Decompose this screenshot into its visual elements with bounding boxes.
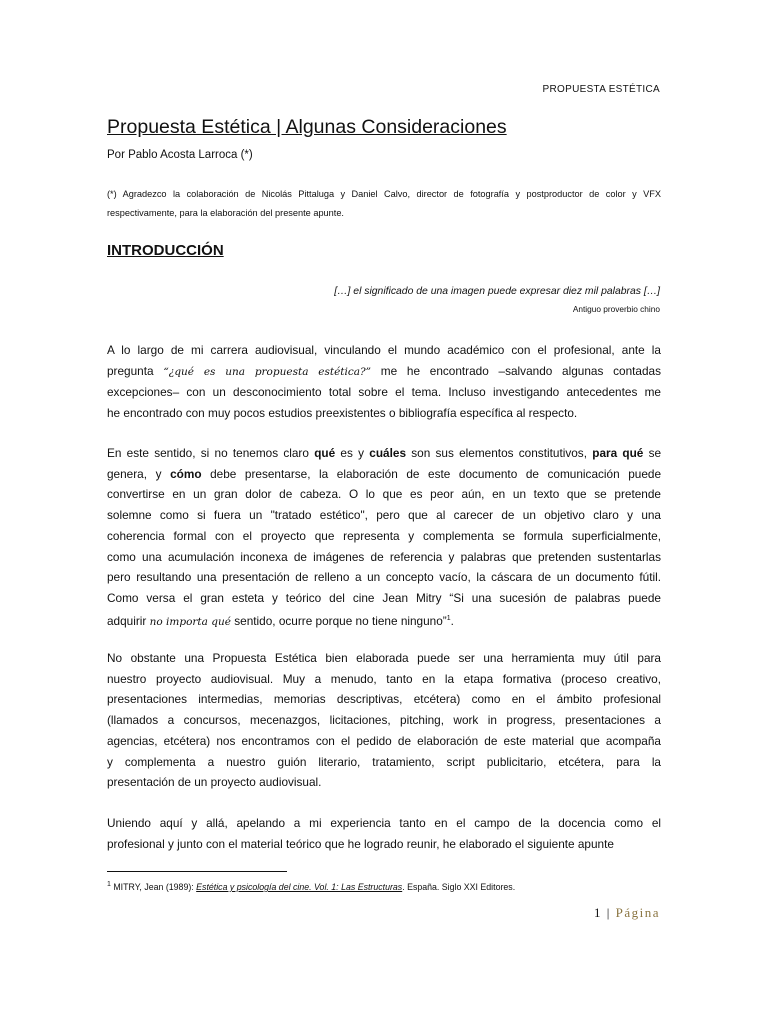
bold-term: para qué: [592, 446, 644, 460]
page-separator: |: [606, 905, 611, 920]
text-line: Uniendo aquí y allá, apelando a mi experiencia tanto en el campo de la docencia como el: [107, 816, 661, 830]
paragraph-1: [107, 340, 661, 424]
paragraph-4: [107, 813, 661, 854]
page-number: 1: [594, 905, 602, 920]
footnote: [107, 881, 515, 892]
epigraph-source: Antiguo proverbio chino: [572, 304, 660, 314]
author-byline: Por Pablo Acosta Larroca (*): [107, 149, 253, 161]
footnote-rest: . España. Siglo XXI Editores.: [402, 881, 516, 892]
bold-term: cuáles: [369, 446, 407, 460]
text-line: convertirse en un gran dolor de cabeza. O lo que es peor aún, en un texto que se pretende: [107, 487, 661, 502]
footnote-ref: 1: [446, 614, 451, 622]
page-footer: [594, 905, 660, 921]
epigraph-quote: […] el significado de una imagen puede expresar diez mil palabras […]: [334, 286, 660, 297]
text-line: Como versa el gran esteta y teórico del cine Jean Mitry “Si una sucesión de palabras puede: [107, 590, 661, 605]
text-run: .: [450, 613, 454, 628]
text-line: agencias, etcétera) nos encontramos con el pedido de elaboración de este material que acompaña: [107, 733, 661, 748]
text-run: adquirir: [107, 613, 147, 628]
bold-term: qué: [314, 446, 336, 460]
footnote-separator: [107, 871, 287, 872]
footnote-mark: 1: [107, 881, 111, 888]
text-line: pero resultando una presentación de relleno a un concepto vacío, la cáscara de un documento fútil.: [107, 570, 661, 585]
text-line: A lo largo de mi carrera audiovisual, vinculando el mundo académico con el profesional, ante la: [107, 343, 661, 357]
text-run: son sus elementos constitutivos,: [411, 446, 587, 460]
text-line: presentaciones intermedias, memorias descriptivas, etcétera) como en el ámbito profesional: [107, 692, 661, 707]
text-run: En este sentido, si no tenemos claro: [107, 446, 309, 460]
text-line: coherencia formal con el proyecto que representa y complementa se formula superficialmente,: [107, 528, 661, 543]
text-run: es y: [340, 446, 365, 460]
text-line: [107, 609, 661, 633]
text-run: pregunta: [107, 363, 154, 378]
section-heading: INTRODUCCIÓN: [107, 242, 224, 259]
text-line: [107, 443, 661, 464]
text-line: [107, 361, 661, 383]
page-label: Página: [615, 905, 660, 920]
text-line: excepciones– con un desconocimiento total sobre el tema. Incluso investigando antecedentes me: [107, 385, 661, 400]
text-line: nuestro proyecto audiovisual. Muy a menudo, tanto en la etapa formativa (proceso creativo,: [107, 671, 661, 686]
text-line: (llamados a concursos, mecenazgos, licitaciones, pitching, work in progress, presentaciones a: [107, 713, 661, 728]
text-run: se: [648, 446, 662, 460]
acknowledgement-note: [107, 185, 661, 223]
footnote-author: MITRY, Jean (1989):: [113, 881, 194, 892]
text-line: profesional y junto con el material teórico que he logrado reunir, he elaborado el siguiente apunte: [107, 836, 614, 851]
text-line: No obstante una Propuesta Estética bien elaborada puede ser una herramienta muy útil para: [107, 651, 661, 665]
text-run: debe presentarse, la elaboración de este documento de comunicación puede: [210, 466, 662, 481]
paragraph-3: [107, 648, 661, 793]
text-line: he encontrado con muy pocos estudios preexistentes o bibliografía específica al respecto.: [107, 406, 578, 421]
text-line: presentación de un proyecto audiovisual.: [107, 775, 322, 790]
text-line: [107, 464, 661, 485]
ack-line: respectivamente, para la elaboración del presente apunte.: [107, 208, 344, 218]
question-italic: “¿qué es una propuesta estética?”: [163, 365, 372, 378]
text-line: solemne como si fuera un "tratado estético", pero que al carecer de un objetivo claro y una: [107, 508, 661, 523]
text-line: y complementa a nuestro guión literario, tratamiento, script publicitario, etcétera, para la: [107, 754, 661, 769]
italic-phrase: no importa qué: [149, 615, 231, 628]
text-run: sentido, ocurre porque no tiene ninguno”: [234, 613, 447, 628]
footnote-title: Estética y psicología del cine. Vol. 1: Las Estructuras: [196, 881, 403, 892]
text-line: como una acumulación inconexa de imágenes de referencia y palabras que pretenden sustentarlas: [107, 549, 661, 564]
paragraph-2: [107, 443, 661, 632]
ack-line: (*) Agradezco la colaboración de Nicolás Pittaluga y Daniel Calvo, director de fotografía y postproductor de color y VFX: [107, 189, 661, 199]
document-title: Propuesta Estética | Algunas Consideraciones: [107, 116, 507, 138]
running-header: PROPUESTA ESTÉTICA: [542, 84, 660, 95]
bold-term: cómo: [170, 466, 202, 481]
text-run: genera, y: [107, 466, 162, 481]
text-run: me he encontrado –salvando algunas contadas: [380, 363, 662, 378]
